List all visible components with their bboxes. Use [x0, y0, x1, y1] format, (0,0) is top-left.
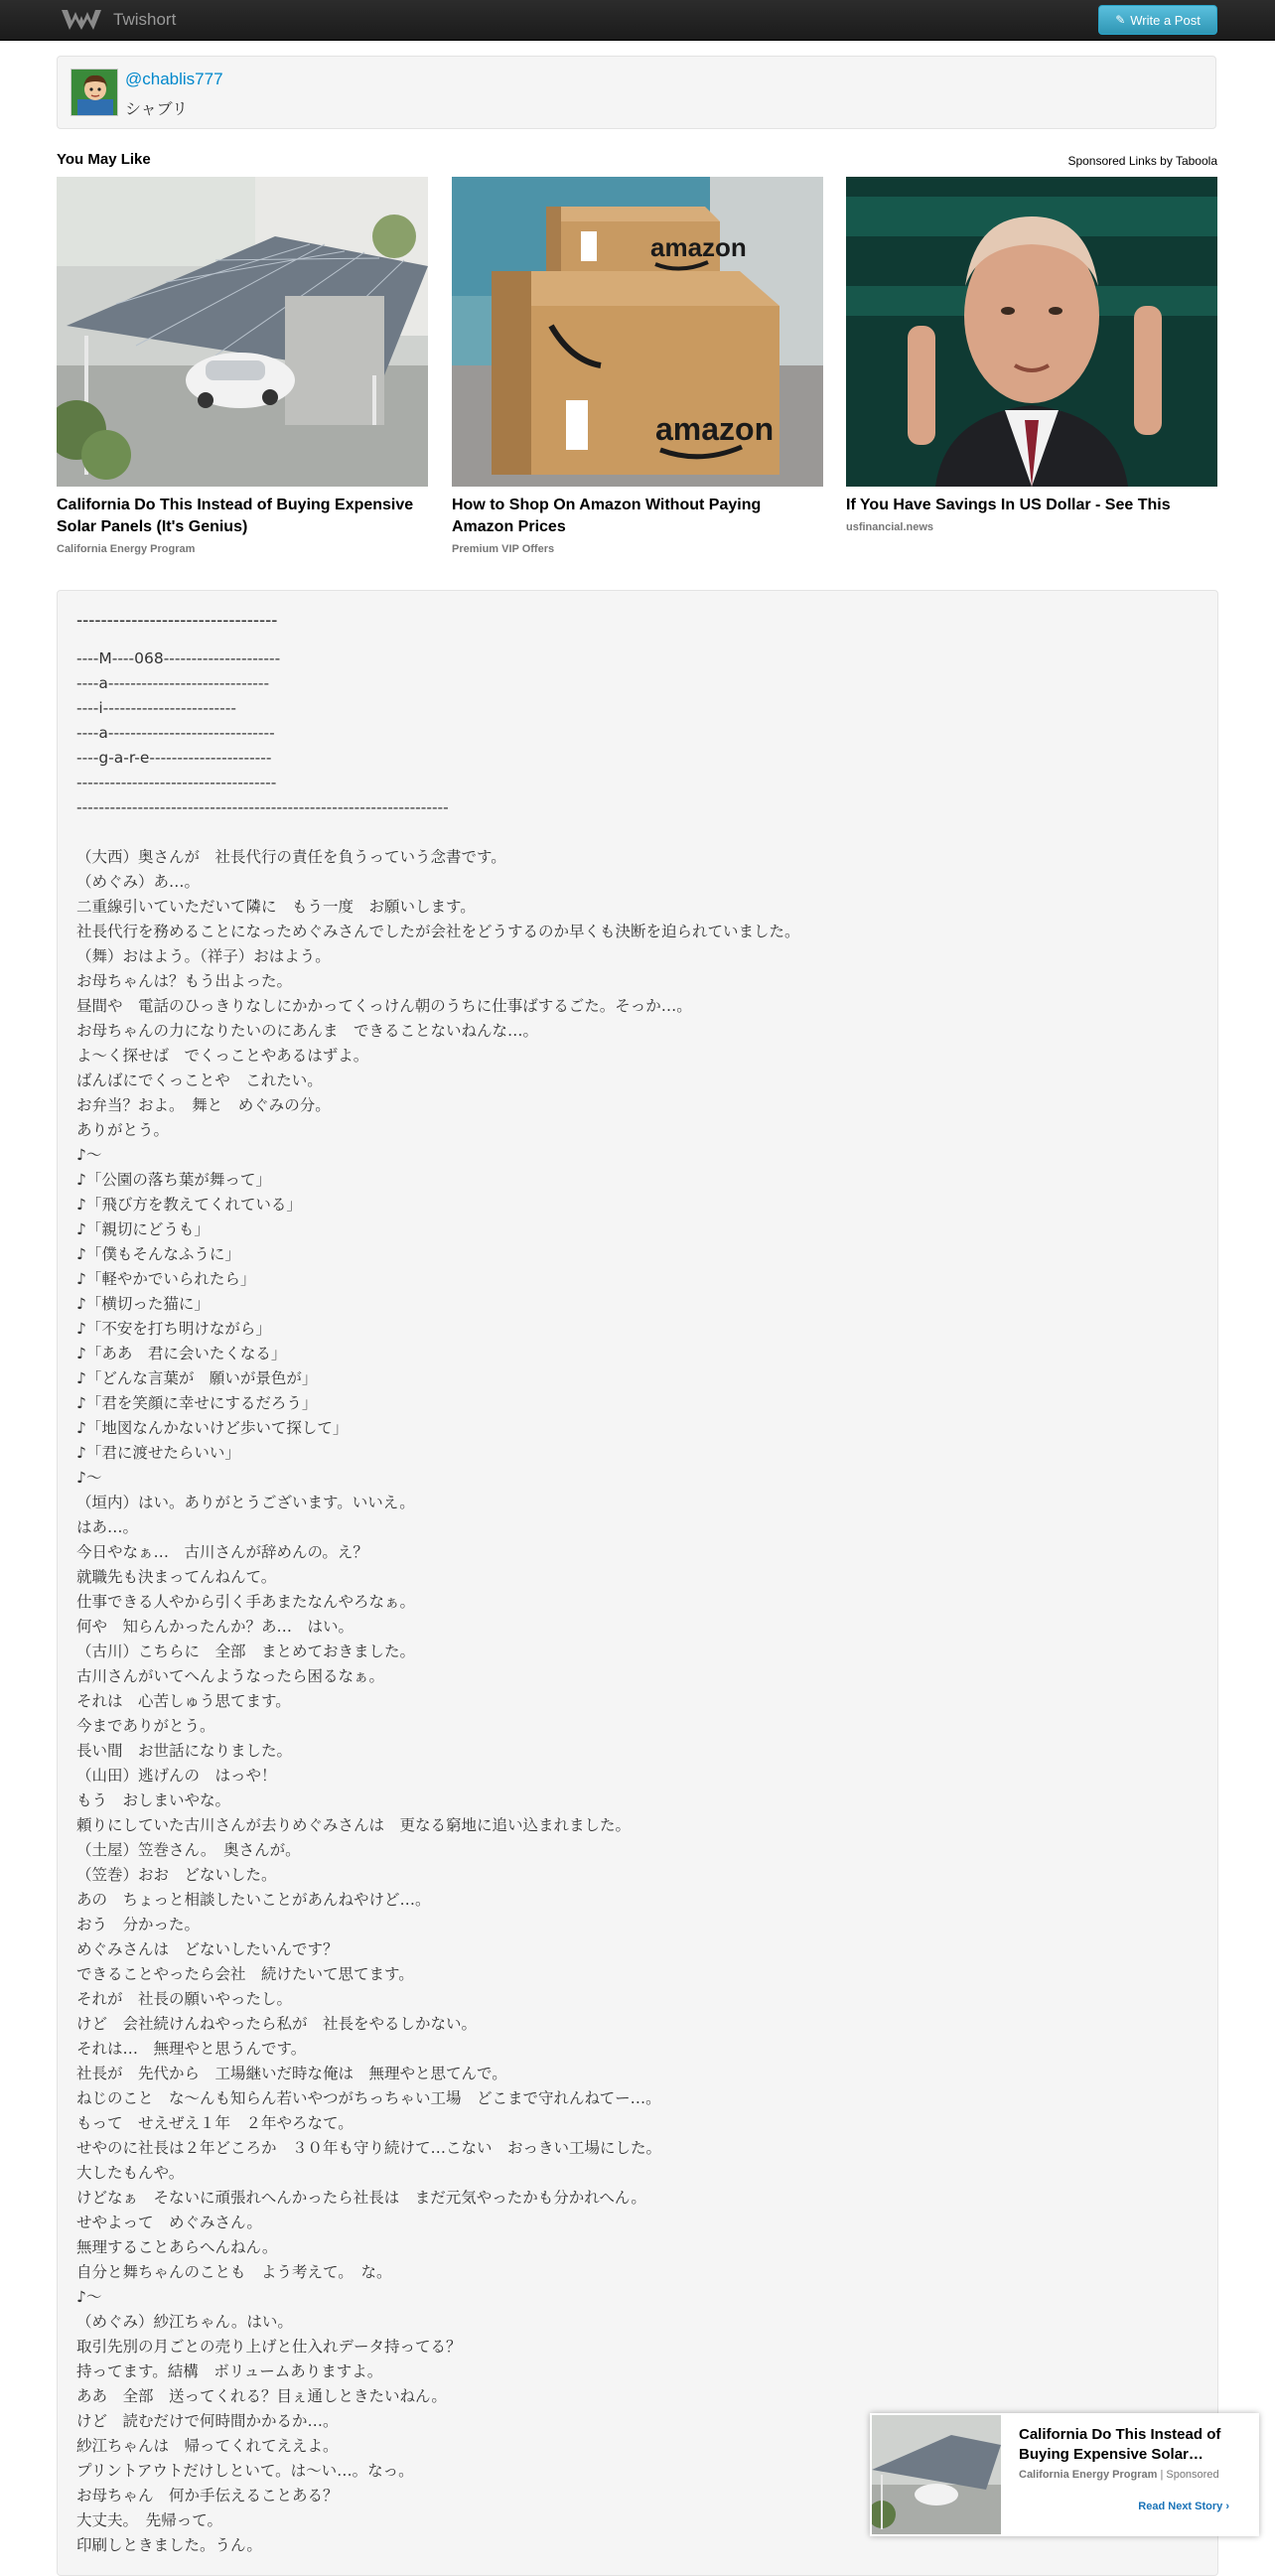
post-line: ----i------------------------ [76, 699, 236, 717]
user-handle-link[interactable]: @chablis777 [125, 70, 223, 88]
ad-image-man-speaking[interactable] [846, 177, 1217, 487]
write-post-button[interactable] [1098, 5, 1217, 35]
post-line: （めぐみ）紗江ちゃん。はい。 [76, 2313, 293, 2331]
post-line: 仕事できる人やから引く手あまたなんやろなぁ。 [76, 1593, 416, 1611]
post-line: 大したもんや。 [76, 2164, 185, 2182]
floating-ad[interactable] [870, 2413, 1259, 2536]
post-header-line: --------------------------------- [76, 611, 278, 631]
post-line: 持ってます。結構 ボリュームありますよ。 [76, 2362, 383, 2380]
post-line: 社長代行を務めることになっためぐみさんでしたが会社をどうするのか早くも決断を迫られていました。 [76, 923, 800, 940]
edit-icon: ✎ [1115, 13, 1126, 27]
post-line: 無理することあらへんねん。 [76, 2238, 278, 2256]
post-content-box [57, 590, 1218, 2576]
post-line: ♪「どんな言葉が 願いが景色が」 [76, 1369, 318, 1387]
post-line: けど 読むだけで何時間かかるか…。 [76, 2412, 339, 2430]
post-line: （古川）こちらに 全部 まとめておきました。 [76, 1643, 416, 1660]
post-line: ------------------------------------------------------------------- [76, 798, 449, 816]
floating-ad-source-name: California Energy Program [1019, 2469, 1158, 2481]
post-line: ♪「君を笑顔に幸せにするだろう」 [76, 1394, 318, 1412]
svg-text:amazon: amazon [650, 232, 747, 262]
ad-source-amazon[interactable]: Premium VIP Offers [452, 543, 555, 555]
post-line: ♪～ [76, 1146, 102, 1164]
post-line: 長い間 お世話になりました。 [76, 1742, 293, 1760]
post-line: ああ 全部 送ってくれる？目ぇ通しときたいねん。 [76, 2387, 447, 2405]
post-line: せやのに社長は２年どころか ３０年も守り続けて…こない おっきい工場にした。 [76, 2139, 662, 2157]
post-line: よ～く探せば でくっことやあるはずよ。 [76, 1047, 369, 1065]
post-line: ♪「飛び方を教えてくれている」 [76, 1196, 302, 1214]
ad-card-solar[interactable] [57, 177, 428, 555]
post-line: 今日やなぁ… 古川さんが辞めんの。え？ [76, 1543, 368, 1561]
post-line: ----a------------------------------ [76, 724, 275, 742]
post-line: 紗江ちゃんは 帰ってくれてええよ。 [76, 2437, 339, 2455]
post-line: （笠巻）おお どないした。 [76, 1866, 277, 1884]
post-line: ♪～ [76, 2288, 102, 2306]
post-line: ♪「不安を打ち明けながら」 [76, 1320, 271, 1338]
post-line: （大西）奥さんが 社長代行の責任を負うっていう念書です。 [76, 848, 506, 866]
ad-image-amazon-boxes[interactable] [452, 177, 823, 487]
ad-title-solar[interactable]: California Do This Instead of Buying Expensive Solar Panels (It's Genius) [57, 497, 414, 535]
post-line: （山田）逃げんの はっや！ [76, 1767, 277, 1785]
post-line: 頼りにしていた古川さんが去りめぐみさんは 更なる窮地に追い込まれました。 [76, 1816, 632, 1834]
post-line: ------------------------------------ [76, 774, 277, 791]
post-line: ねじのこと な～んも知らん若いやつがちっちゃい工場 どこまで守れんねてー…。 [76, 2089, 661, 2107]
post-line: 二重線引いていただいて隣に もう一度 お願いします。 [76, 898, 476, 916]
post-line: できることやったら会社 続けたいて思てます。 [76, 1965, 414, 1983]
post-line: （舞）おはよう。（祥子）おはよう。 [76, 947, 331, 965]
post-line: おう 分かった。 [76, 1916, 201, 1933]
twishort-logo-icon [60, 7, 103, 33]
ad-card-savings[interactable] [846, 177, 1217, 533]
post-line: ♪「軽やかでいられたら」 [76, 1270, 256, 1288]
avatar[interactable] [71, 69, 118, 116]
floating-ad-source: California Energy Program | Sponsored [1019, 2469, 1219, 2481]
post-line: 自分と舞ちゃんのことも よう考えて。 な。 [76, 2263, 392, 2281]
post-line: 印刷しときました。うん。 [76, 2536, 262, 2554]
post-line: （垣内）はい。ありがとうございます。いいえ。 [76, 1494, 415, 1511]
post-line: あの ちょっと相談したいことがあんねやけど…。 [76, 1891, 431, 1909]
post-line: 昼間や 電話のひっきりなしにかかってくっけん朝のうちに仕事ばするごた。そっか…。 [76, 997, 692, 1015]
user-info-box [57, 56, 1216, 129]
post-line: 社長が 先代から 工場継いだ時な俺は 無理やと思てんで。 [76, 2065, 507, 2082]
post-line: めぐみさんは どないしたいんです？ [76, 1940, 339, 1958]
post-line: お母ちゃんの力になりたいのにあんま できることないねんな…。 [76, 1022, 539, 1040]
post-line: （土屋）笠巻さん。 奥さんが。 [76, 1841, 301, 1859]
post-line: プリントアウトだけしといて。は～い…。なっ。 [76, 2462, 414, 2480]
post-line: ♪「公園の落ち葉が舞って」 [76, 1171, 271, 1189]
post-line: もって せえぜえ１年 ２年やろなて。 [76, 2114, 354, 2132]
ad-image-solar-carport[interactable] [57, 177, 428, 487]
post-line: せやよって めぐみさん。 [76, 2214, 262, 2231]
post-line: ばんばにでくっことや これたい。 [76, 1072, 323, 1089]
post-line: お弁当？およ。 舞と めぐみの分。 [76, 1096, 331, 1114]
brand-link[interactable] [60, 6, 176, 34]
post-line: もう おしまいやな。 [76, 1791, 231, 1809]
ad-title-amazon[interactable]: How to Shop On Amazon Without Paying Amazon Prices [452, 497, 762, 535]
post-line: ♪「僕もそんなふうに」 [76, 1245, 240, 1263]
post-line: 大丈夫。 先帰って。 [76, 2511, 222, 2529]
post-line: けど 会社続けんねやったら私が 社長をやるしかない。 [76, 2015, 478, 2033]
post-text [76, 646, 1189, 2558]
post-line: 今までありがとう。 [76, 1717, 215, 1735]
post-line: 就職先も決まってんねんて。 [76, 1568, 277, 1586]
write-post-label: Write a Post [1130, 12, 1201, 28]
read-next-story-link[interactable]: Read Next Story › [1138, 2501, 1229, 2512]
post-line: 取引先別の月ごとの売り上げと仕入れデータ持ってる？ [76, 2338, 462, 2356]
post-line: お母ちゃん 何か手伝えることある？ [76, 2487, 339, 2504]
post-line: お母ちゃんは？もう出よった。 [76, 972, 293, 990]
post-line: それは… 無理やと思うんです。 [76, 2040, 307, 2058]
ad-source-solar[interactable]: California Energy Program [57, 543, 196, 555]
post-line: それが 社長の願いやったし。 [76, 1990, 293, 2008]
floating-ad-title[interactable]: California Do This Instead of Buying Expensive Solar… [1019, 2426, 1221, 2463]
floating-ad-image[interactable] [872, 2415, 1001, 2534]
post-line: それは 心苦しゅう思てます。 [76, 1692, 291, 1710]
post-line: 何や 知らんかったんか？あ… はい。 [76, 1618, 354, 1636]
post-line: ----a----------------------------- [76, 674, 270, 692]
user-display-name: シャブリ [125, 99, 189, 118]
svg-text:amazon: amazon [655, 411, 775, 447]
avatar-image [71, 70, 118, 116]
post-line: ♪「横切った猫に」 [76, 1295, 210, 1313]
post-line: （めぐみ）あ…。 [76, 873, 201, 891]
post-line: ----g-a-r-e---------------------- [76, 749, 272, 767]
post-line: ----M----068--------------------- [76, 649, 281, 667]
ad-title-savings[interactable]: If You Have Savings In US Dollar - See This [846, 497, 1171, 513]
post-line: ♪「ああ 君に会いたくなる」 [76, 1345, 287, 1362]
post-line: 古川さんがいてへんようなったら困るなぁ。 [76, 1667, 385, 1685]
post-line: ♪「地図なんかないけど歩いて探して」 [76, 1419, 349, 1437]
brand-name: Twishort [113, 10, 177, 29]
ad-source-savings[interactable]: usfinancial.news [846, 521, 934, 533]
ad-card-amazon[interactable] [452, 177, 823, 555]
post-line: ♪「親切にどうも」 [76, 1220, 210, 1238]
post-line: ♪～ [76, 1469, 102, 1487]
floating-ad-sponsored: Sponsored [1166, 2469, 1219, 2481]
sponsored-links-label[interactable]: Sponsored Links by Taboola [1067, 154, 1217, 168]
post-line: ありがとう。 [76, 1121, 170, 1139]
you-may-like-heading: You May Like [57, 151, 151, 168]
post-line: けどなぁ そないに頑張れへんかったら社長は まだ元気やったかも分かれへん。 [76, 2189, 646, 2207]
post-line: ♪「君に渡せたらいい」 [76, 1444, 240, 1462]
post-line: はあ…。 [76, 1518, 139, 1536]
top-navbar [0, 0, 1275, 41]
post-line [76, 820, 1189, 845]
